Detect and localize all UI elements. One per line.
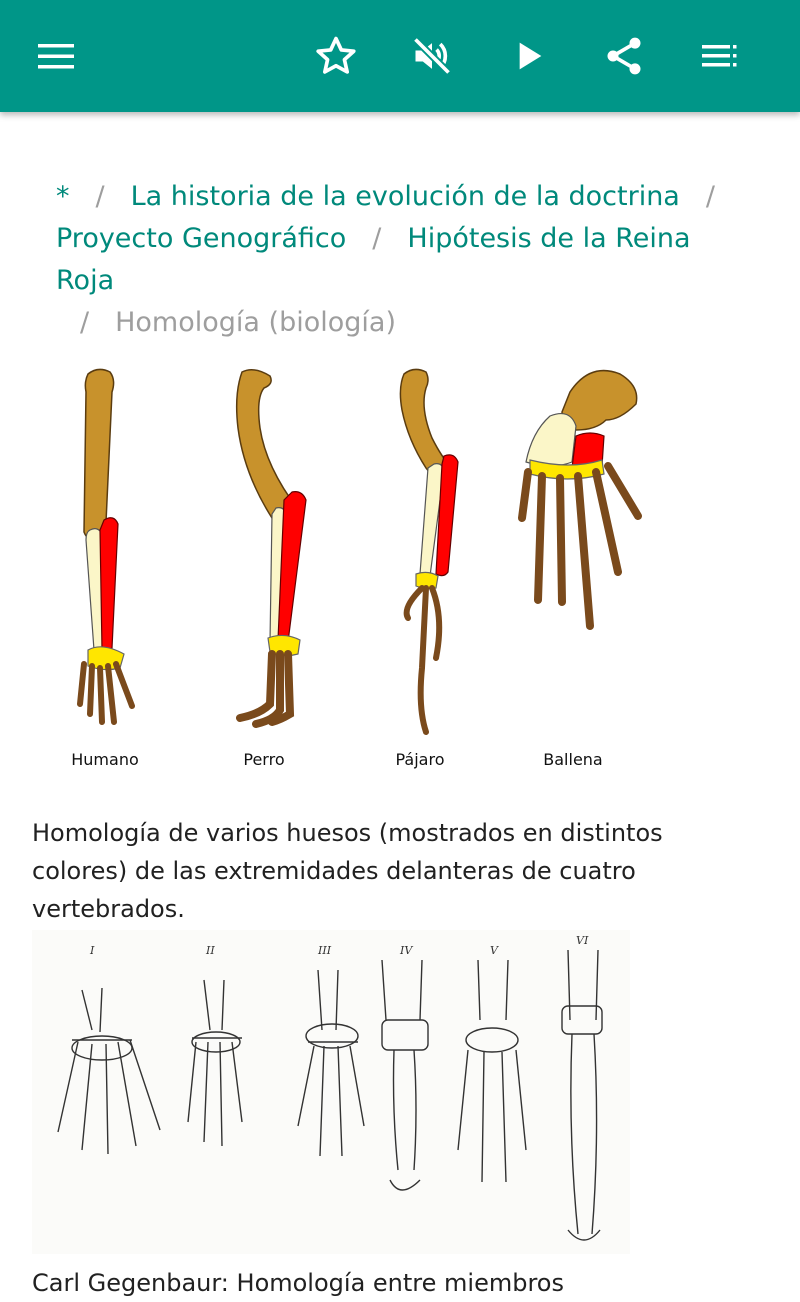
- whale-flipper-drawing: [522, 371, 638, 626]
- forelimb-homology-image: [30, 352, 670, 792]
- app-toolbar: [0, 0, 800, 112]
- breadcrumb-item-history[interactable]: La historia de la evolución de la doctrina: [130, 181, 680, 212]
- figure-caption-2: Carl Gegenbaur: Homología entre miembros: [32, 1269, 564, 1297]
- roman-label-iv: IV: [400, 944, 413, 957]
- label-dog: Perro: [243, 750, 285, 769]
- playlist-icon: [700, 36, 740, 76]
- breadcrumb-item-genographic[interactable]: Proyecto Genográfico: [56, 223, 347, 254]
- roman-label-vi: VI: [576, 934, 589, 947]
- breadcrumb-item-red-queen[interactable]: Hipótesis de la Reina Roja: [56, 223, 691, 296]
- mute-button[interactable]: [400, 24, 464, 88]
- roman-label-iii: III: [318, 944, 332, 957]
- label-bird: Pájaro: [395, 750, 445, 769]
- share-icon: [602, 34, 646, 78]
- label-whale: Ballena: [543, 750, 603, 769]
- bird-wing-drawing: [400, 369, 458, 732]
- gegenbaur-homology-image: [32, 930, 630, 1254]
- roman-label-v: V: [490, 944, 498, 957]
- breadcrumb-separator: /: [95, 181, 105, 212]
- label-human: Humano: [71, 750, 139, 769]
- breadcrumb-separator: /: [80, 307, 90, 338]
- favorite-button[interactable]: [304, 24, 368, 88]
- roman-label-i: I: [90, 944, 95, 957]
- roman-label-ii: II: [206, 944, 215, 957]
- share-button[interactable]: [592, 24, 656, 88]
- play-icon: [508, 36, 548, 76]
- menu-button[interactable]: [24, 24, 88, 88]
- volume-off-icon: [410, 34, 454, 78]
- human-arm-drawing: [80, 369, 132, 722]
- limb-skeleton-drawing: [32, 930, 630, 1254]
- playlist-button[interactable]: [688, 24, 752, 88]
- dog-leg-drawing: [237, 370, 306, 724]
- breadcrumb-item-root[interactable]: *: [56, 181, 70, 212]
- star-outline-icon: [314, 34, 358, 78]
- breadcrumb-separator: /: [705, 181, 715, 212]
- breadcrumb-current: Homología (biología): [115, 307, 396, 338]
- breadcrumb: [56, 176, 756, 344]
- play-button[interactable]: [496, 24, 560, 88]
- hamburger-menu-icon: [36, 36, 76, 76]
- breadcrumb-separator: /: [372, 223, 382, 254]
- figure-caption: Homología de varios huesos (mostrados en distintos colores) de las extremidades delanteras de cuatro vertebrados.: [32, 819, 663, 923]
